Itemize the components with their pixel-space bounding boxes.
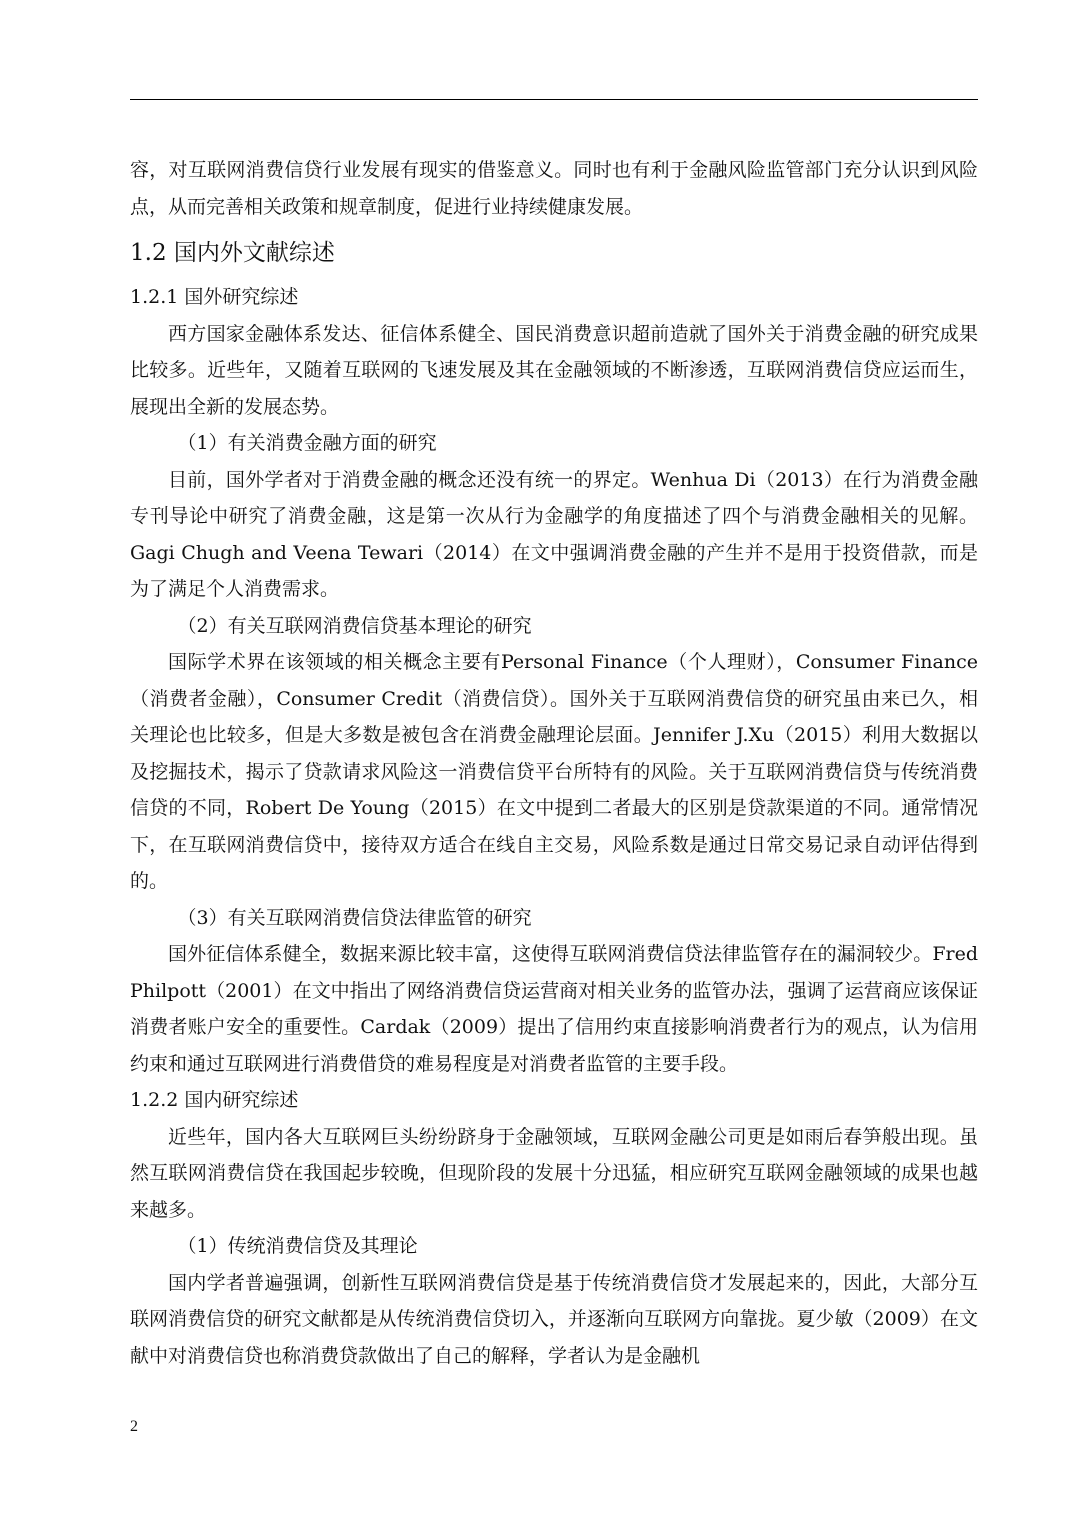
subsection-number: 1.2.1 (130, 286, 179, 308)
subsection-number: 1.2.2 (130, 1089, 179, 1111)
foreign-item1-title: （1）有关消费金融方面的研究 (177, 432, 437, 454)
foreign-intro-paragraph: 西方国家金融体系发达、征信体系健全、国民消费意识超前造就了国外关于消费金融的研究成果比较多。近些年，又随着互联网的飞速发展及其在金融领域的不断渗透，互联网消费信贷应运而生，展现出全新的发展态势。 (130, 322, 978, 418)
foreign-item2-paragraph: 国际学术界在该领域的相关概念主要有Personal Finance（个人理财），Consumer Finance（消费者金融），Consumer Credit（消费信贷）。国外关于互联网消费信贷的研究虽由来已久，相关理论也比较多，但是大多数是被包含在消费金融理论层面。Jennifer J.Xu（2015）利用大数据以及挖掘技术，揭示了贷款请求风险这一消费信贷平台所特有的风险。关于互联网消费信贷与传统消费信贷的不同，Robert De Young（2015）在文中提到二者最大的区别是贷款渠道的不同。通常情况下，在互联网消费信贷中，接待双方适合在线自主交易，风险系数是通过日常交易记录自动评估得到的。 (130, 651, 978, 892)
subsection-title: 国内研究综述 (184, 1089, 299, 1111)
subsection-heading-foreign (130, 279, 978, 316)
domestic-intro-paragraph: 近些年，国内各大互联网巨头纷纷跻身于金融领域，互联网金融公司更是如雨后春笋般出现。虽然互联网消费信贷在我国起步较晚，但现阶段的发展十分迅猛，相应研究互联网金融领域的成果也越来越多。 (130, 1125, 978, 1221)
section-number: 1.2 (130, 240, 167, 266)
page-number: 2 (130, 1418, 138, 1435)
foreign-item1-paragraph: 目前，国外学者对于消费金融的概念还没有统一的界定。Wenhua Di（2013）在行为消费金融专刊导论中研究了消费金融，这是第一次从行为金融学的角度描述了四个与消费金融相关的见解。Gagi Chugh and Veena Tewari（2014）在文中强调消费金融的产生并不是用于投资借款，而是为了满足个人消费需求。 (130, 468, 978, 600)
domestic-item1-paragraph: 国内学者普遍强调，创新性互联网消费信贷是基于传统消费信贷才发展起来的，因此，大部分互联网消费信贷的研究文献都是从传统消费信贷切入，并逐渐向互联网方向靠拢。夏少敏（2009）在文献中对消费信贷也称消费贷款做出了自己的解释，学者认为是金融机 (130, 1271, 978, 1367)
subsection-title: 国外研究综述 (184, 286, 299, 308)
paragraph-continuation: 容，对互联网消费信贷行业发展有现实的借鉴意义。同时也有利于金融风险监管部门充分认识到风险点，从而完善相关政策和规章制度，促进行业持续健康发展。 (130, 159, 978, 218)
section-title: 国内外文献综述 (173, 240, 335, 266)
foreign-item3-paragraph: 国外征信体系健全，数据来源比较丰富，这使得互联网消费信贷法律监管存在的漏洞较少。Fred Philpott（2001）在文中指出了网络消费信贷运营商对相关业务的监管办法，强调了运营商应该保证消费者账户安全的重要性。Cardak（2009）提出了信用约束直接影响消费者行为的观点，认为信用约束和通过互联网进行消费借贷的难易程度是对消费者监管的主要手段。 (130, 943, 978, 1075)
page-content (130, 152, 978, 1374)
foreign-item2-title: （2）有关互联网消费信贷基本理论的研究 (177, 614, 532, 637)
header-rule (130, 99, 978, 100)
domestic-item1-title: （1）传统消费信贷及其理论 (177, 1235, 418, 1257)
subsection-heading-domestic (130, 1082, 978, 1119)
section-heading (130, 233, 978, 273)
foreign-item3-title: （3）有关互联网消费信贷法律监管的研究 (177, 906, 532, 929)
